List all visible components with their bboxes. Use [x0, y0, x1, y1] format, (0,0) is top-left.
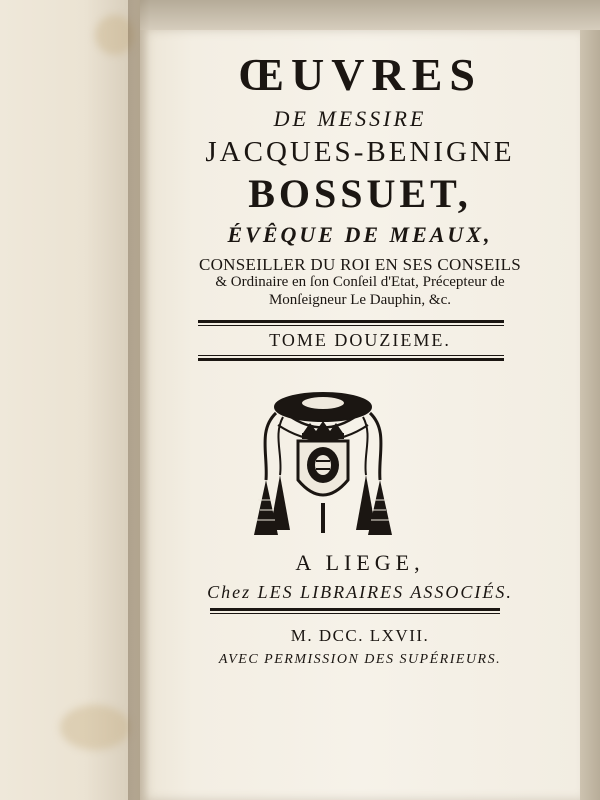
author-surname: BOSSUET, — [248, 171, 472, 216]
left-page — [0, 0, 140, 800]
office-line-2: & Ordinaire en ſon Conſeil d'Etat, Précepteur de — [215, 274, 505, 290]
double-rule-bottom-thin — [198, 355, 504, 356]
privilege-statement: AVEC PERMISSION DES SUPÉRIEURS. — [218, 652, 502, 667]
bishop-title: ÉVÊQUE DE MEAUX, — [227, 222, 493, 247]
foxing-stain — [60, 705, 130, 750]
double-rule-top — [198, 320, 504, 323]
place-of-publication: A LIEGE, — [295, 550, 425, 575]
volume-label: TOME DOUZIEME. — [269, 330, 451, 350]
office-line-3: Monſeigneur Le Dauphin, &c. — [268, 292, 452, 308]
rule-above-date-thin — [210, 613, 500, 614]
author-prefix: DE MESSIRE — [273, 106, 427, 131]
publisher: Chez LES LIBRAIRES ASSOCIÉS. — [207, 582, 513, 602]
background-shadow — [140, 0, 600, 30]
cardinal-coat-of-arms-icon — [248, 385, 398, 535]
office-line-1: CONSEILLER DU ROI EN SES CONSEILS — [198, 255, 522, 274]
double-rule-bottom — [198, 358, 504, 361]
page-edge — [580, 30, 600, 800]
rule-above-date — [210, 608, 500, 611]
publication-year: M. DCC. LXVII. — [290, 626, 430, 645]
double-rule-top-thin — [198, 325, 504, 326]
author-given-names: JACQUES-BENIGNE — [205, 136, 515, 168]
main-title: ŒUVRES — [238, 49, 482, 100]
